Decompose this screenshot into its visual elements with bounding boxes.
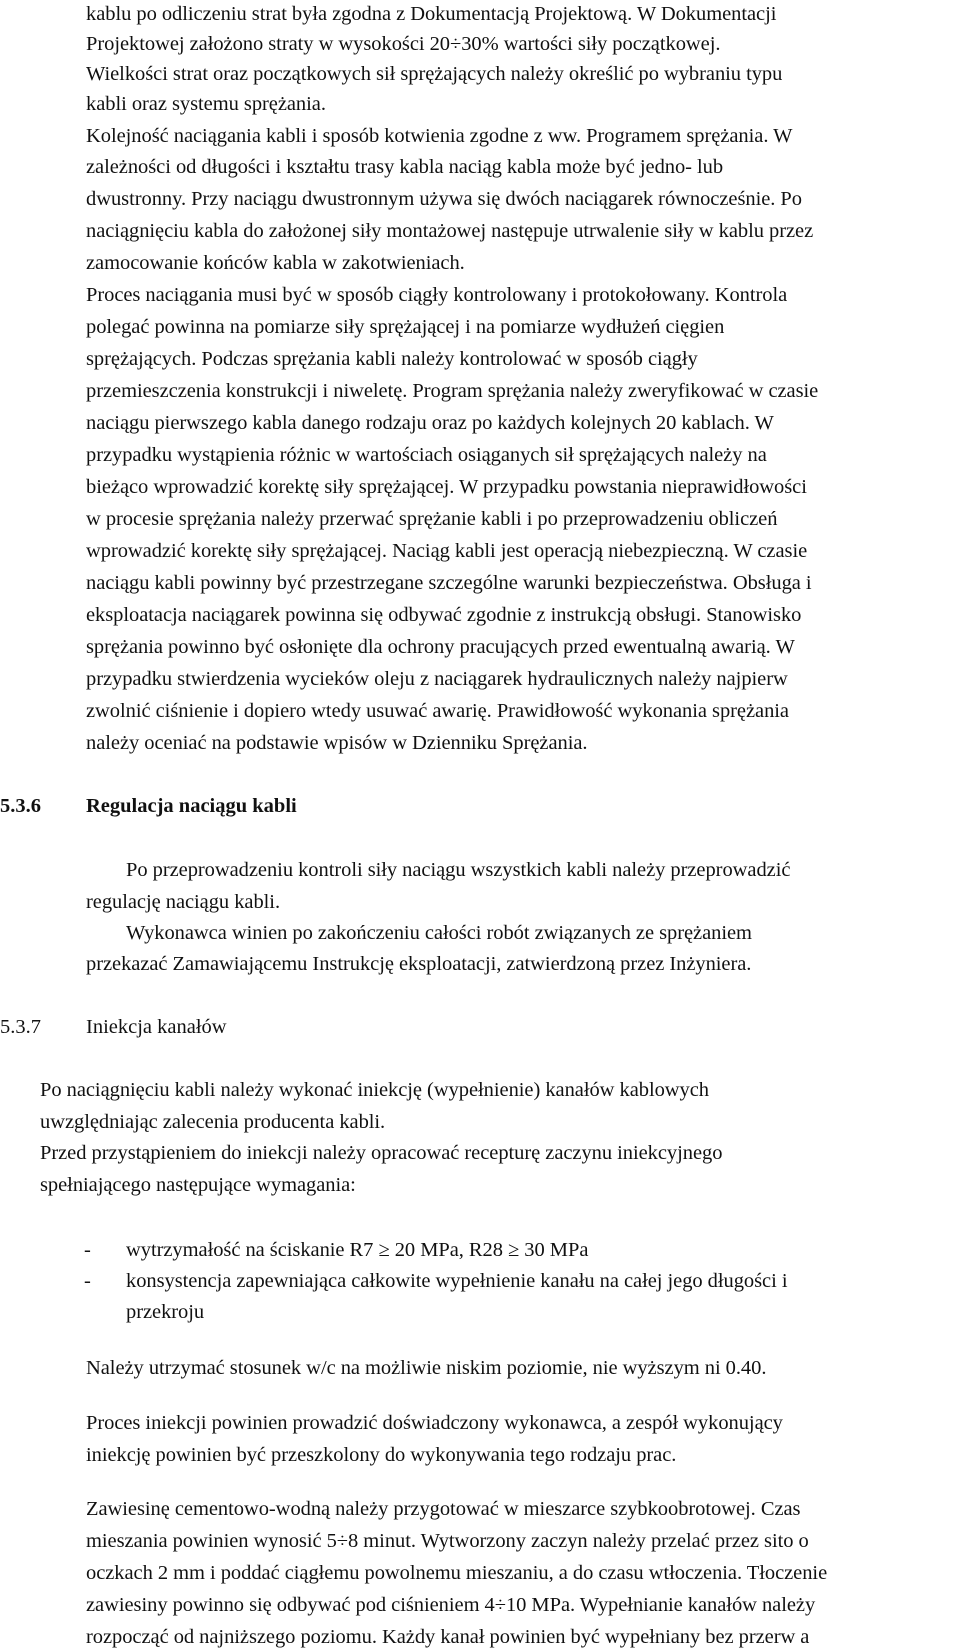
text-line: sprężających. Podczas sprężania kabli należy kontrolować w sposób ciągły [86, 348, 698, 370]
text-line: kabli oraz systemu sprężania. [86, 93, 326, 115]
text-line: Wielkości strat oraz początkowych sił sprężających należy określić po wybraniu typu [86, 63, 783, 85]
text-line: naciągu kabli powinny być przestrzegane szczególne warunki bezpieczeństwa. Obsługa i [86, 572, 812, 594]
text-line: Proces iniekcji powinien prowadzić doświadczony wykonawca, a zespół wykonujący [86, 1412, 783, 1434]
section-title: Regulacja naciągu kabli [86, 795, 297, 817]
list-item-text: przekroju [126, 1301, 205, 1323]
text-line: mieszania powinien wynosić 5÷8 minut. Wytworzony zaczyn należy przelać przez sito o [86, 1530, 809, 1552]
section-number: 5.3.6 [0, 795, 41, 817]
text-line: Po naciągnięciu kabli należy wykonać iniekcję (wypełnienie) kanałów kablowych [40, 1079, 709, 1101]
text-line: należy oceniać na podstawie wpisów w Dzienniku Sprężania. [86, 732, 588, 754]
text-line: dwustronny. Przy naciągu dwustronnym używa się dwóch naciągarek równocześnie. Po [86, 188, 802, 210]
section-number: 5.3.7 [0, 1016, 41, 1038]
list-item-text: konsystencja zapewniająca całkowite wypełnienie kanału na całej jego długości i [126, 1270, 788, 1292]
text-line: rozpocząć od najniższego poziomu. Każdy kanał powinien być wypełniany bez przerw a [86, 1626, 810, 1648]
text-line: Po przeprowadzeniu kontroli siły naciągu wszystkich kabli należy przeprowadzić [126, 859, 791, 881]
text-line: Wykonawca winien po zakończeniu całości robót związanych ze sprężaniem [126, 922, 752, 944]
text-line: zamocowanie końców kabla w zakotwieniach. [86, 252, 465, 274]
list-bullet-dash: - [84, 1270, 91, 1292]
text-line: Kolejność naciągania kabli i sposób kotwienia zgodne z ww. Programem sprężania. W [86, 125, 793, 147]
text-line: przypadku wystąpienia różnic w wartościach osiąganych sił sprężających należy na [86, 444, 767, 466]
list-item-text: wytrzymałość na ściskanie R7 ≥ 20 MPa, R28 ≥ 30 MPa [126, 1239, 589, 1261]
text-line: wprowadzić korektę siły sprężającej. Naciąg kabli jest operacją niebezpieczną. W czasie [86, 540, 808, 562]
text-line: kablu po odliczeniu strat była zgodna z Dokumentacją Projektową. W Dokumentacji [86, 3, 777, 25]
text-line: Przed przystąpieniem do iniekcji należy opracować recepturę zaczynu iniekcyjnego [40, 1142, 723, 1164]
text-line: przekazać Zamawiającemu Instrukcję eksploatacji, zatwierdzoną przez Inżyniera. [86, 953, 752, 975]
text-line: w procesie sprężania należy przerwać sprężanie kabli i po przeprowadzeniu obliczeń [86, 508, 778, 530]
text-line: przypadku stwierdzenia wycieków oleju z naciągarek hydraulicznych należy najpierw [86, 668, 788, 690]
text-line: Zawiesinę cementowo-wodną należy przygotować w mieszarce szybkoobrotowej. Czas [86, 1498, 801, 1520]
text-line: regulację naciągu kabli. [86, 891, 281, 913]
text-line: zależności od długości i kształtu trasy kabla naciąg kabla może być jedno- lub [86, 156, 724, 178]
text-line: oczkach 2 mm i poddać ciągłemu powolnemu mieszaniu, a do czasu wtłoczenia. Tłoczenie [86, 1562, 828, 1584]
text-line: Należy utrzymać stosunek w/c na możliwie niskim poziomie, nie wyższym ni 0.40. [86, 1357, 767, 1379]
text-line: bieżąco wprowadzić korektę siły sprężającej. W przypadku powstania nieprawidłowości [86, 476, 807, 498]
text-line: naciągu pierwszego kabla danego rodzaju oraz po każdych kolejnych 20 kablach. W [86, 412, 774, 434]
list-bullet-dash: - [84, 1239, 91, 1261]
text-line: spełniającego następujące wymagania: [40, 1174, 356, 1196]
text-line: polegać powinna na pomiarze siły sprężającej i na pomiarze wydłużeń cięgien [86, 316, 725, 338]
text-line: przemieszczenia konstrukcji i niweletę. Program sprężania należy zweryfikować w czasie [86, 380, 819, 402]
text-line: iniekcję powinien być przeszkolony do wykonywania tego rodzaju prac. [86, 1444, 677, 1466]
text-line: zawiesiny powinno się odbywać pod ciśnieniem 4÷10 MPa. Wypełnianie kanałów należy [86, 1594, 816, 1616]
text-line: Projektowej założono straty w wysokości 20÷30% wartości siły początkowej. [86, 33, 721, 55]
text-line: uwzględniając zalecenia producenta kabli. [40, 1111, 386, 1133]
text-line: eksploatacja naciągarek powinna się odbywać zgodnie z instrukcją obsługi. Stanowisko [86, 604, 802, 626]
text-line: naciągnięciu kabla do założonej siły montażowej następuje utrwalenie siły w kablu przez [86, 220, 814, 242]
text-line: sprężania powinno być osłonięte dla ochrony pracujących przed ewentualną awarią. W [86, 636, 795, 658]
text-line: Proces naciągania musi być w sposób ciągły kontrolowany i protokołowany. Kontrola [86, 284, 788, 306]
text-line: zwolnić ciśnienie i dopiero wtedy usuwać awarię. Prawidłowość wykonania sprężania [86, 700, 789, 722]
section-title: Iniekcja kanałów [86, 1016, 227, 1038]
